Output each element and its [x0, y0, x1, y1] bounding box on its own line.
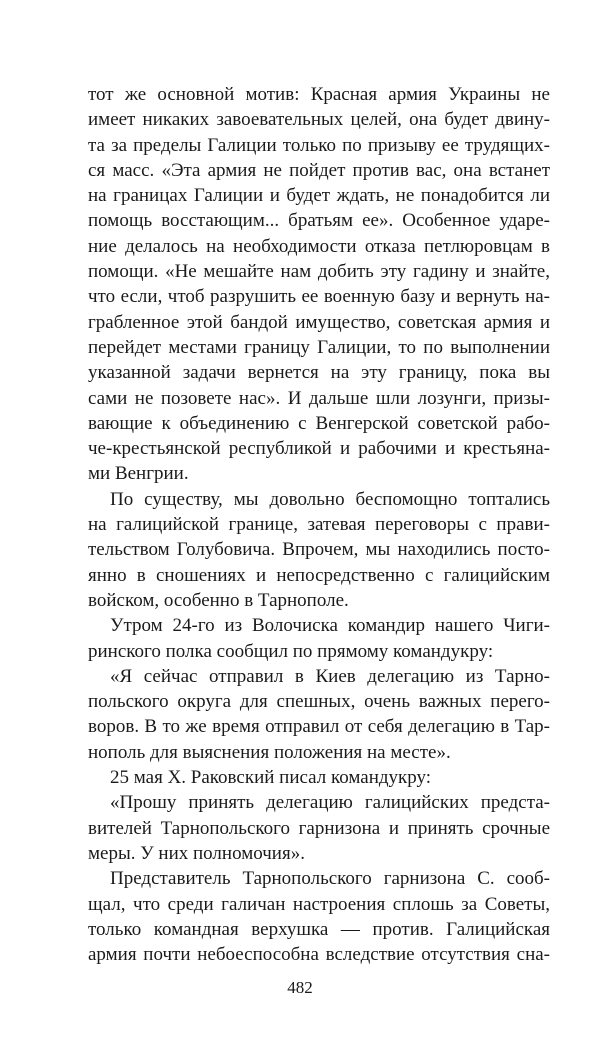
text-line: вителей Тарнопольского гарнизона и принять срочные [88, 817, 550, 839]
text-line: че-крестьянской республикой и рабочими и крестьяна- [88, 438, 550, 460]
text-line: тельством Голубовича. Впрочем, мы находились посто- [88, 539, 550, 561]
text-line: помощи. «Не мешайте нам добить эту гадину и знайте, [88, 261, 550, 283]
text-line: на границах Галиции и будет ждать, не понадобится ли [88, 185, 550, 207]
body-text [88, 82, 550, 967]
text-line: указанной задачи вернется на эту границу, пока вы [88, 362, 550, 384]
text-line: перейдет местами границу Галиции, то по выполнении [88, 336, 550, 358]
text-line: По существу, мы довольно беспомощно топтались [110, 488, 550, 510]
text-line: щал, что среди галичан настроения сплошь за Советы, [88, 893, 550, 915]
text-line: та за пределы Галиции только по призыву ее трудящих- [88, 134, 550, 156]
text-line: ми Венгрии. [88, 463, 189, 485]
text-line: вающие к объединению с Венгерской советской рабо- [88, 412, 550, 434]
text-line: ринского полка сообщил по прямому командукру: [88, 640, 494, 662]
text-line: ся масс. «Эта армия не пойдет против вас, она встанет [88, 159, 550, 181]
text-line: 25 мая Х. Раковский писал командукру: [110, 767, 432, 789]
text-line: «Прошу принять делегацию галицийских предста- [110, 792, 550, 814]
text-line: меры. У них полномочия». [88, 842, 305, 864]
text-line: только командная верхушка — против. Галицийская [88, 918, 550, 940]
text-line: что если, чтоб разрушить ее военную базу и вернуть на- [88, 286, 550, 308]
text-line: ние делалось на необходимости отказа петлюровцам в [88, 235, 550, 257]
text-line: помощь восстающим... братьям ее». Особенное ударе- [88, 210, 550, 232]
page-number: 482 [287, 978, 313, 997]
text-line: «Я сейчас отправил в Киев делегацию из Тарно- [110, 665, 550, 687]
text-line: польского округа для спешных, очень важных перего- [88, 691, 550, 713]
text-line: имеет никаких завоевательных целей, она будет двину- [88, 109, 550, 131]
text-line: войском, особенно в Тарнополе. [88, 589, 349, 611]
text-line: армия почти небоеспособна вследствие отсутствия сна- [88, 944, 550, 966]
text-line: янно в сношениях и непосредственно с галицийским [88, 564, 550, 586]
text-line: Представитель Тарнопольского гарнизона С. сооб- [110, 868, 550, 890]
text-line: Утром 24-го из Волочиска командир нашего Чиги- [110, 615, 550, 637]
text-line: сами не позовете нас». И дальше шли лозунги, призы- [88, 387, 550, 409]
text-line: грабленное этой бандой имущество, советская армия и [88, 311, 550, 333]
text-line: тот же основной мотив: Красная армия Украины не [88, 84, 550, 105]
text-line: на галицийской границе, затевая переговоры с прави- [88, 514, 550, 536]
text-line: нополь для выяснения положения на месте». [88, 741, 451, 763]
text-line: воров. В то же время отправил от себя делегацию в Тар- [88, 716, 550, 738]
